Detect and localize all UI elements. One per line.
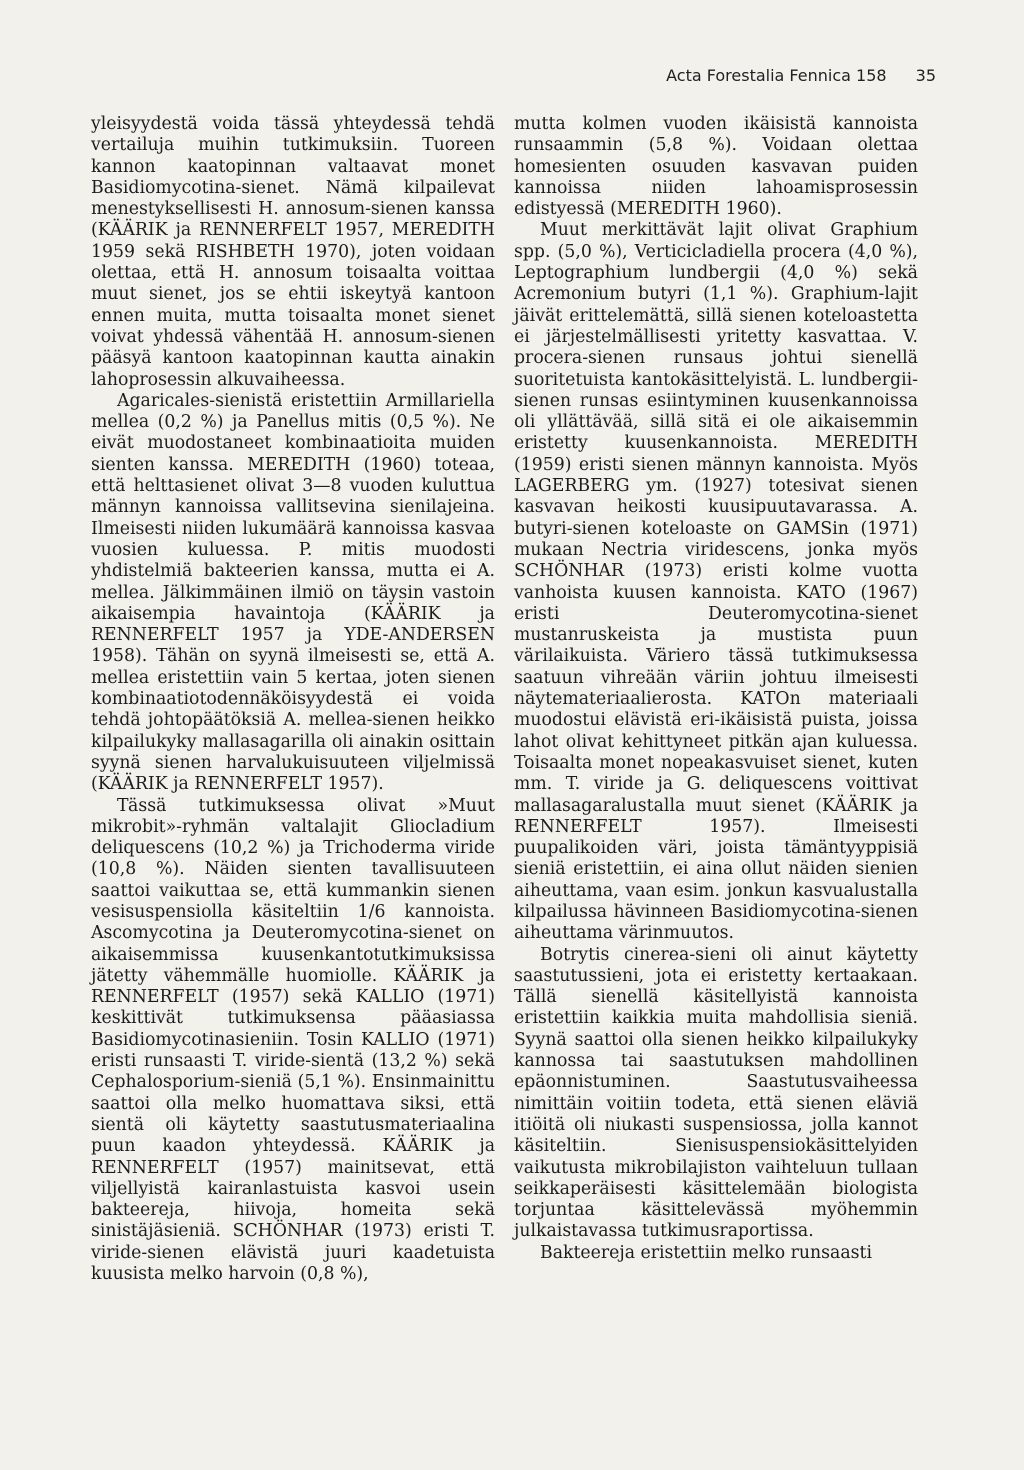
journal-title: Acta Forestalia Fennica 158 bbox=[666, 66, 887, 85]
left-column bbox=[91, 114, 495, 1285]
paragraph: Muut merkittävät lajit olivat Graphium spp. (5,0 %), Verticicladiella procera (4,0 %), Leptographium lundbergii (4,0 %) sekä Acremonium butyri (1,1 %). Graphium-lajit jäivät erittelemättä, sillä sienen koteloastetta ei järjestelmällisesti yritetty kasvattaa. V. procera-sienen runsaus johtui sienellä suoritetuista kantokäsittelyistä. L. lundbergii-sienen runsas esiintyminen kuusenkannoissa oli yllättävää, sillä sitä ei ole aikaisemmin eristetty kuusenkannoista. MEREDITH (1959) eristi sienen männyn kannoista. Myös LAGERBERG ym. (1927) totesivat sienen kasvavan heikosti kuusipuutavarassa. A. butyri-sienen koteloaste on GAMSin (1971) mukaan Nectria viridescens, jonka myös SCHÖNHAR (1973) eristi kolme vuotta vanhoista kuusen kannoista. KATO (1967) eristi Deuteromycotina-sienet mustanruskeista ja mustista puun värilaikuista. Väriero tässä tutkimuksessa saatuun vihreään väriin johtuu ilmeisesti näytemateriaalierosta. KATOn materiaali muodostui elävistä eri-ikäisistä puista, joissa lahot olivat kehittyneet pitkän ajan kuluessa. Toisaalta monet nopeakasvuiset sienet, kuten mm. T. viride ja G. deliquescens voittivat mallasagaralustalla muut sienet (KÄÄRIK ja RENNERFELT 1957). Ilmeisesti puupalikoiden väri, joista tämäntyyppisiä sieniä eristettiin, ei aina ollut näiden sienien aiheuttama, vaan esim. jonkun kasvualustalla kilpailussa hävinneen Basidiomycotina-sienen aiheuttama värinmuutos. bbox=[514, 220, 918, 944]
paragraph: Tässä tutkimuksessa olivat »Muut mikrobit»-ryhmän valtalajit Gliocladium deliquescens (10,2 %) ja Trichoderma viride (10,8 %). Näiden sienten tavallisuuteen saattoi vaikuttaa se, että kummankin sienen vesisuspensiolla käsiteltiin 1/6 kannoista. Ascomycotina ja Deuteromycotina-sienet on aikaisemmissa kuusenkantotutkimuksissa jätetty vähemmälle huomiolle. KÄÄRIK ja RENNERFELT (1957) sekä KALLIO (1971) keskittivät tutkimuksensa pääasiassa Basidiomycotinasieniin. Tosin KALLIO (1971) eristi runsaasti T. viride-sientä (13,2 %) sekä Cephalosporium-sieniä (5,1 %). Ensinmainittu saattoi olla melko huomattava siksi, että sientä oli käytetty saastutusmateriaalina puun kaadon yhteydessä. KÄÄRIK ja RENNERFELT (1957) mainitsevat, että viljellyistä kairanlastuista kasvoi usein bakteereja, hiivoja, homeita sekä sinistäjäsieniä. SCHÖNHAR (1973) eristi T. viride-sienen elävistä juuri kaadetuista kuusista melko harvoin (0,8 %), bbox=[91, 795, 495, 1285]
paragraph: yleisyydestä voida tässä yhteydessä tehdä vertailuja muihin tutkimuksiin. Tuoreen kannon kaatopinnan valtaavat monet Basidiomycotina-sienet. Nämä kilpailevat menestyksellisesti H. annosum-sienen kanssa (KÄÄRIK ja RENNERFELT 1957, MEREDITH 1959 sekä RISHBETH 1970), joten voidaan olettaa, että H. annosum toisaalta voittaa muut sienet, jos se ehtii iskeytyä kantoon ennen muita, mutta toisaalta monet sienet voivat yhdessä vähentää H. annosum-sienen pääsyä kantoon kaatopinnan kautta ainakin lahoprosessin alkuvaiheessa. bbox=[91, 114, 495, 390]
page-number: 35 bbox=[915, 66, 936, 85]
right-column bbox=[514, 114, 918, 1264]
paragraph: Agaricales-sienistä eristettiin Armillariella mellea (0,2 %) ja Panellus mitis (0,5 %). Ne eivät muodostaneet kombinaatioita muiden sienten kanssa. MEREDITH (1960) toteaa, että helttasienet olivat 3—8 vuoden kuluttua männyn kannoissa vallitsevina sienilajeina. Ilmeisesti niiden lukumäärä kannoissa kasvaa vuosien kuluessa. P. mitis muodosti yhdistelmiä bakteerien kanssa, mutta ei A. mellea. Jälkimmäinen ilmiö on täysin vastoin aikaisempia havaintoja (KÄÄRIK ja RENNERFELT 1957 ja YDE-ANDERSEN 1958). Tähän on syynä ilmeisesti se, että A. mellea eristettiin vain 5 kertaa, joten sienen kombinaatiotodennäköisyydestä ei voida tehdä johtopäätöksiä A. mellea-sienen heikko kilpailukyky mallasagarilla oli ainakin osittain syynä sienen harvalukuisuuteen viljelmissä (KÄÄRIK ja RENNERFELT 1957). bbox=[91, 390, 495, 795]
paragraph: Botrytis cinerea-sieni oli ainut käytetty saastutussieni, jota ei eristetty kertaakaan. Tällä sienellä käsitellyistä kannoista eristettiin kaikkia muita mahdollisia sieniä. Syynä saattoi olla sienen heikko kilpailukyky kannossa tai saastutuksen mahdollinen epäonnistuminen. Saastutusvaiheessa nimittäin voitiin todeta, että sienen eläviä itiöitä oli niukasti suspensiossa, jolla kannot käsiteltiin. Sienisuspensiokäsittelyiden vaikutusta mikrobilajiston vaihteluun tullaan seikkaperäisesti käsittelemään biologista torjuntaa käsittelevässä myöhemmin julkaistavassa tutkimusraportissa. bbox=[514, 944, 918, 1242]
paragraph: mutta kolmen vuoden ikäisistä kannoista runsaammin (5,8 %). Voidaan olettaa homesienten osuuden kasvavan puiden kannoissa niiden lahoamisprosessin edistyessä (MEREDITH 1960). bbox=[514, 114, 918, 220]
running-header bbox=[0, 66, 936, 85]
paragraph: Bakteereja eristettiin melko runsaasti bbox=[540, 1242, 872, 1263]
